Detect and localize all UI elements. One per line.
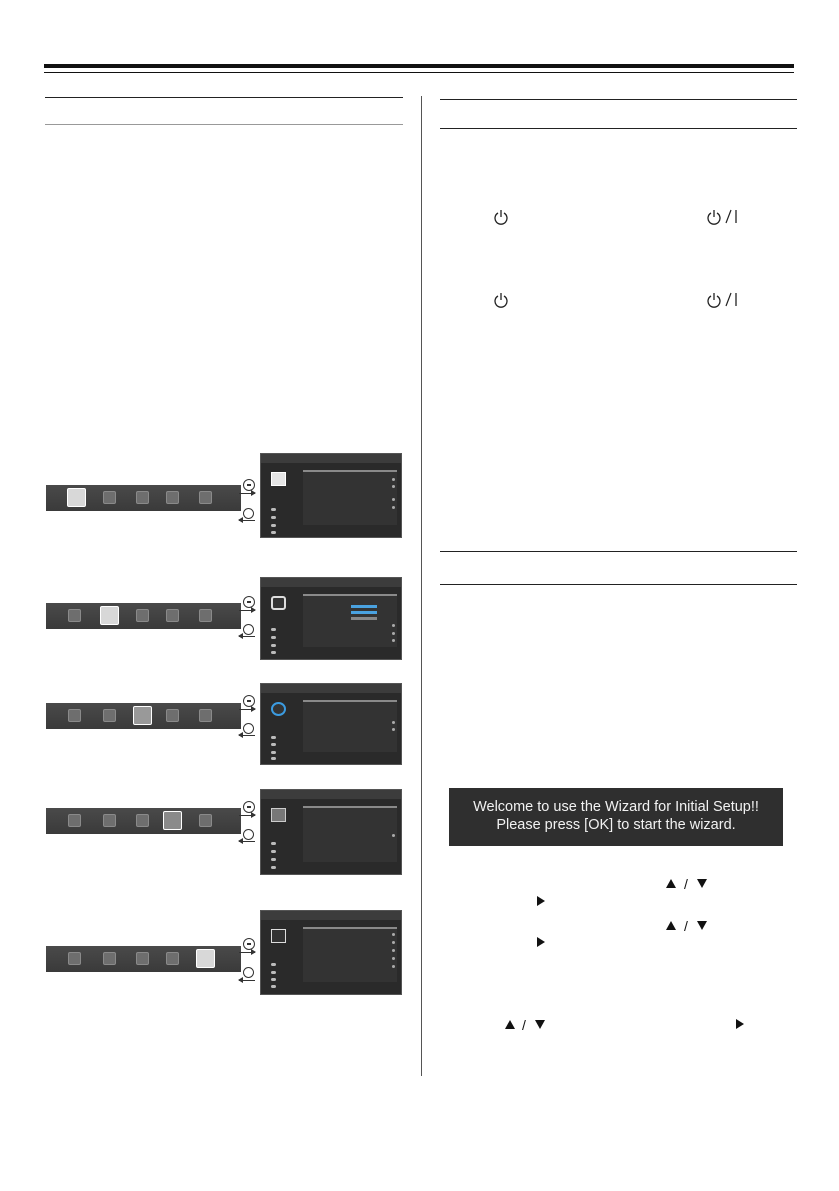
enter-arrow: [239, 610, 255, 611]
up-arrow-icon: [666, 879, 676, 888]
column-divider: [421, 96, 422, 1076]
power-toggle-icon: [707, 209, 739, 225]
channel-menu-icon: [271, 929, 286, 943]
enter-arrow: [239, 493, 255, 494]
picture-icon: [68, 609, 81, 622]
menu-bar-lock: [46, 808, 241, 834]
left-section-rule-bottom: [45, 124, 403, 125]
down-arrow-icon: [697, 879, 707, 888]
enter-arrow: [239, 815, 255, 816]
channel-icon: [199, 491, 212, 504]
lock-menu-icon: [271, 808, 286, 822]
power-toggle-icon: [707, 292, 739, 308]
separator-slash: /: [684, 918, 688, 934]
menu-bar-channel: [46, 946, 241, 972]
return-icon: [243, 829, 254, 840]
power-icon: [494, 209, 508, 225]
picture-icon: [67, 488, 86, 507]
right-section-rule-top: [440, 99, 797, 100]
return-arrow: [239, 636, 255, 637]
picture-menu-icon: [271, 472, 286, 486]
wizard-welcome-banner: [449, 788, 783, 846]
sound-icon: [103, 491, 116, 504]
right-arrow-icon: [537, 937, 545, 947]
wizard-banner-line-1: Welcome to use the Wizard for Initial Setup!!: [473, 799, 759, 815]
setup-icon: [136, 952, 149, 965]
menu-bar-picture: [46, 485, 241, 511]
picture-icon: [68, 952, 81, 965]
return-icon: [243, 508, 254, 519]
left-section-rule-top: [45, 97, 403, 98]
up-arrow-icon: [505, 1020, 515, 1029]
return-icon: [243, 723, 254, 734]
up-arrow-icon: [666, 921, 676, 930]
menu-bar-setup: [46, 703, 241, 729]
down-arrow-icon: [535, 1020, 545, 1029]
enter-arrow: [239, 709, 255, 710]
picture-icon: [68, 709, 81, 722]
setup-icon: [136, 491, 149, 504]
setup-icon: [136, 814, 149, 827]
sound-icon: [103, 814, 116, 827]
return-arrow: [239, 735, 255, 736]
setup-menu-panel: [260, 683, 402, 765]
channel-icon: [199, 609, 212, 622]
lock-icon: [166, 609, 179, 622]
return-arrow: [239, 841, 255, 842]
header-rule-thick: [44, 64, 794, 68]
channel-icon: [199, 709, 212, 722]
channel-icon: [196, 949, 215, 968]
return-icon: [243, 967, 254, 978]
lock-menu-panel: [260, 789, 402, 875]
sound-icon: [103, 952, 116, 965]
separator-slash: /: [522, 1017, 526, 1033]
channel-menu-panel: [260, 910, 402, 995]
setup-icon: [136, 609, 149, 622]
header-rule-thin: [44, 72, 794, 73]
picture-icon: [68, 814, 81, 827]
return-arrow: [239, 520, 255, 521]
right-section2-rule-bottom: [440, 584, 797, 585]
right-arrow-icon: [736, 1019, 744, 1029]
sound-menu-icon: [271, 596, 286, 610]
lock-icon: [166, 952, 179, 965]
enter-arrow: [239, 952, 255, 953]
channel-icon: [199, 814, 212, 827]
lock-icon: [166, 491, 179, 504]
down-arrow-icon: [697, 921, 707, 930]
right-arrow-icon: [537, 896, 545, 906]
lock-icon: [163, 811, 182, 830]
power-icon: [494, 292, 508, 308]
picture-menu-panel: [260, 453, 402, 538]
lock-icon: [166, 709, 179, 722]
sound-icon: [103, 709, 116, 722]
setup-icon: [133, 706, 152, 725]
sound-menu-panel: [260, 577, 402, 660]
setup-menu-icon: [271, 702, 286, 716]
separator-slash: /: [684, 876, 688, 892]
wizard-banner-line-2: Please press [OK] to start the wizard.: [496, 817, 736, 833]
sound-icon: [100, 606, 119, 625]
menu-bar-sound: [46, 603, 241, 629]
right-section2-rule-top: [440, 551, 797, 552]
return-arrow: [239, 980, 255, 981]
return-icon: [243, 624, 254, 635]
right-section-rule-bottom: [440, 128, 797, 129]
